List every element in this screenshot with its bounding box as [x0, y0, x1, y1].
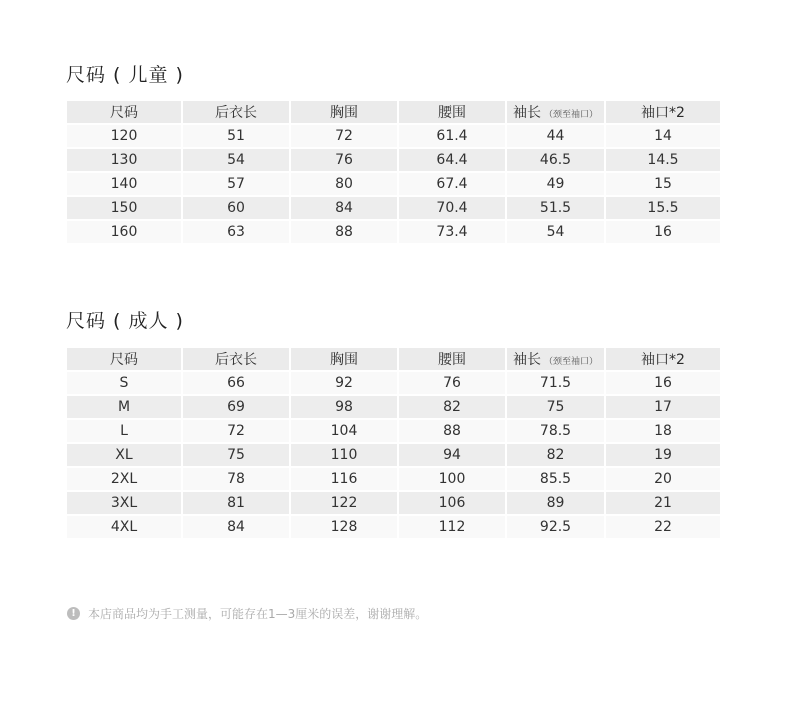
column-header-label: 袖口*2: [641, 105, 685, 121]
table-cell: 140: [67, 173, 181, 195]
footnote-text: 本店商品均为手工测量，可能存在1—3厘米的误差，谢谢理解。: [88, 607, 428, 621]
table-cell: 57: [183, 173, 289, 195]
table-cell: 112: [399, 516, 505, 538]
table-cell: 88: [399, 420, 505, 442]
table-cell: 70.4: [399, 197, 505, 219]
table-row: [67, 221, 720, 243]
table-cell: 75: [507, 396, 604, 418]
table-row: [67, 149, 720, 171]
column-header-label: 后衣长: [215, 105, 257, 121]
kids-size-table: [65, 99, 722, 245]
table-row: [67, 444, 720, 466]
table-cell: 82: [399, 396, 505, 418]
table-cell: 20: [606, 468, 720, 490]
table-cell: 80: [291, 173, 397, 195]
table-cell: 84: [183, 516, 289, 538]
column-header-label: 尺码: [110, 352, 138, 368]
table-cell: L: [67, 420, 181, 442]
table-cell: 49: [507, 173, 604, 195]
table-cell: 60: [183, 197, 289, 219]
column-header: [399, 348, 505, 370]
column-header: [507, 348, 604, 370]
adult-size-title: 尺码 ( 成人 ): [66, 310, 184, 332]
table-cell: 116: [291, 468, 397, 490]
table-cell: 100: [399, 468, 505, 490]
table-row: [67, 372, 720, 394]
column-header: [183, 348, 289, 370]
table-cell: 84: [291, 197, 397, 219]
table-cell: 44: [507, 125, 604, 147]
table-cell: 2XL: [67, 468, 181, 490]
table-cell: 81: [183, 492, 289, 514]
table-cell: 15: [606, 173, 720, 195]
column-header: [606, 101, 720, 123]
table-cell: 71.5: [507, 372, 604, 394]
table-cell: 21: [606, 492, 720, 514]
table-cell: 75: [183, 444, 289, 466]
table-cell: XL: [67, 444, 181, 466]
measurement-footnote: [67, 605, 427, 622]
table-cell: 4XL: [67, 516, 181, 538]
table-row: [67, 125, 720, 147]
table-cell: 76: [399, 372, 505, 394]
column-header-label: 袖口*2: [641, 352, 685, 368]
column-header: [183, 101, 289, 123]
header-row: [67, 348, 720, 370]
table-cell: 89: [507, 492, 604, 514]
column-header-label: 袖长: [512, 105, 541, 121]
column-header: [606, 348, 720, 370]
table-cell: 76: [291, 149, 397, 171]
table-cell: 51.5: [507, 197, 604, 219]
table-cell: 51: [183, 125, 289, 147]
column-header: [507, 101, 604, 123]
table-cell: 17: [606, 396, 720, 418]
table-cell: 14: [606, 125, 720, 147]
table-cell: 67.4: [399, 173, 505, 195]
column-header: [67, 101, 181, 123]
table-cell: 94: [399, 444, 505, 466]
table-cell: 3XL: [67, 492, 181, 514]
table-row: [67, 396, 720, 418]
table-cell: 72: [183, 420, 289, 442]
adult-size-table: [65, 346, 722, 540]
table-cell: 104: [291, 420, 397, 442]
table-cell: 106: [399, 492, 505, 514]
table-cell: 88: [291, 221, 397, 243]
table-cell: S: [67, 372, 181, 394]
column-header-label: 袖长: [512, 352, 541, 368]
column-header-label: 胸围: [330, 352, 358, 368]
table-cell: 110: [291, 444, 397, 466]
table-cell: 61.4: [399, 125, 505, 147]
table-cell: 92.5: [507, 516, 604, 538]
table-cell: 92: [291, 372, 397, 394]
exclamation-icon: !: [67, 607, 80, 620]
table-cell: 78.5: [507, 420, 604, 442]
kids-size-title: 尺码 ( 儿童 ): [66, 64, 184, 86]
table-cell: 128: [291, 516, 397, 538]
column-header-label: 尺码: [110, 105, 138, 121]
table-cell: 18: [606, 420, 720, 442]
table-row: [67, 492, 720, 514]
column-header: [291, 101, 397, 123]
table-cell: 54: [183, 149, 289, 171]
table-row: [67, 173, 720, 195]
table-cell: 14.5: [606, 149, 720, 171]
table-cell: 98: [291, 396, 397, 418]
table-cell: 85.5: [507, 468, 604, 490]
column-header: [67, 348, 181, 370]
column-header-label: 后衣长: [215, 352, 257, 368]
table-row: [67, 420, 720, 442]
column-header-label: 腰围: [438, 105, 466, 121]
table-row: [67, 516, 720, 538]
table-cell: 69: [183, 396, 289, 418]
table-cell: 160: [67, 221, 181, 243]
table-cell: 122: [291, 492, 397, 514]
table-cell: 22: [606, 516, 720, 538]
column-header: [399, 101, 505, 123]
table-cell: M: [67, 396, 181, 418]
table-cell: 63: [183, 221, 289, 243]
table-cell: 64.4: [399, 149, 505, 171]
table-cell: 46.5: [507, 149, 604, 171]
column-header-label: 胸围: [330, 105, 358, 121]
column-header-note: （颈至袖口）: [543, 110, 598, 120]
table-cell: 15.5: [606, 197, 720, 219]
table-cell: 16: [606, 221, 720, 243]
table-cell: 54: [507, 221, 604, 243]
table-cell: 120: [67, 125, 181, 147]
table-cell: 150: [67, 197, 181, 219]
table-row: [67, 197, 720, 219]
table-cell: 66: [183, 372, 289, 394]
header-row: [67, 101, 720, 123]
column-header-note: （颈至袖口）: [543, 357, 598, 367]
table-row: [67, 468, 720, 490]
column-header-label: 腰围: [438, 352, 466, 368]
table-cell: 82: [507, 444, 604, 466]
table-cell: 73.4: [399, 221, 505, 243]
column-header: [291, 348, 397, 370]
table-cell: 130: [67, 149, 181, 171]
table-cell: 78: [183, 468, 289, 490]
table-cell: 19: [606, 444, 720, 466]
table-cell: 72: [291, 125, 397, 147]
table-cell: 16: [606, 372, 720, 394]
